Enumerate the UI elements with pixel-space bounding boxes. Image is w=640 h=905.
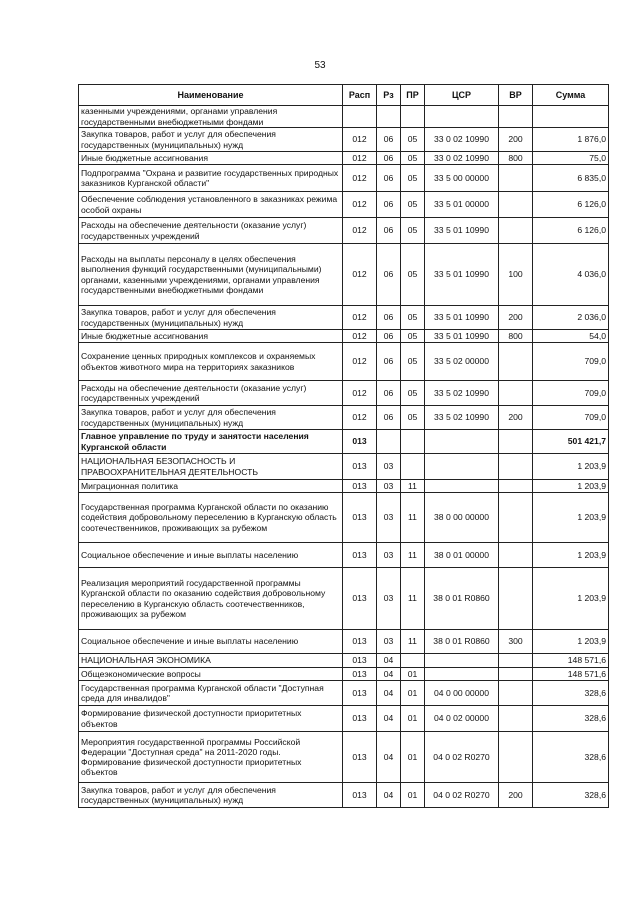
cell-rz: 03 xyxy=(377,543,401,568)
cell-vr xyxy=(499,192,533,218)
cell-rasp xyxy=(343,106,377,128)
cell-rz: 03 xyxy=(377,480,401,493)
cell-rz: 04 xyxy=(377,732,401,783)
cell-csr: 38 0 01 R0860 xyxy=(425,630,499,654)
budget-table xyxy=(78,84,609,808)
table-row xyxy=(79,218,609,244)
cell-csr: 04 0 02 00000 xyxy=(425,706,499,732)
cell-vr: 800 xyxy=(499,152,533,165)
cell-csr: 33 0 02 10990 xyxy=(425,128,499,152)
cell-vr xyxy=(499,218,533,244)
header-rasp: Расп xyxy=(343,85,377,106)
cell-pr xyxy=(401,430,425,454)
header-rz: Рз xyxy=(377,85,401,106)
cell-sum: 328,6 xyxy=(533,681,609,706)
cell-name: Расходы на обеспечение деятельности (оказание услуг) государственных учреждений xyxy=(79,218,343,244)
table-row xyxy=(79,732,609,783)
cell-rasp: 013 xyxy=(343,568,377,630)
table-row xyxy=(79,152,609,165)
cell-rasp: 013 xyxy=(343,454,377,480)
cell-rz: 06 xyxy=(377,406,401,430)
table-row xyxy=(79,306,609,330)
cell-name: Закупка товаров, работ и услуг для обеспечения государственных (муниципальных) нужд xyxy=(79,406,343,430)
cell-rz: 04 xyxy=(377,783,401,808)
cell-rasp: 012 xyxy=(343,306,377,330)
cell-name: Реализация мероприятий государственной программы Курганской области по оказанию содействия добровольному переселению в Курганскую область соотечественников, проживающих за рубежом xyxy=(79,568,343,630)
cell-pr: 05 xyxy=(401,218,425,244)
table-row xyxy=(79,192,609,218)
cell-sum: 148 571,6 xyxy=(533,654,609,668)
cell-csr xyxy=(425,430,499,454)
cell-rz: 06 xyxy=(377,381,401,406)
cell-vr xyxy=(499,430,533,454)
cell-vr: 200 xyxy=(499,783,533,808)
cell-pr: 11 xyxy=(401,480,425,493)
cell-rasp: 012 xyxy=(343,165,377,192)
cell-csr xyxy=(425,668,499,681)
table-row xyxy=(79,668,609,681)
cell-rz: 06 xyxy=(377,306,401,330)
table-row xyxy=(79,406,609,430)
cell-vr xyxy=(499,381,533,406)
table-row xyxy=(79,630,609,654)
cell-vr xyxy=(499,568,533,630)
cell-vr xyxy=(499,165,533,192)
cell-rasp: 012 xyxy=(343,192,377,218)
cell-pr: 05 xyxy=(401,381,425,406)
cell-rasp: 012 xyxy=(343,381,377,406)
cell-pr: 05 xyxy=(401,306,425,330)
cell-rz xyxy=(377,106,401,128)
cell-csr: 38 0 01 R0860 xyxy=(425,568,499,630)
cell-vr: 200 xyxy=(499,406,533,430)
cell-name: Закупка товаров, работ и услуг для обеспечения государственных (муниципальных) нужд xyxy=(79,783,343,808)
cell-csr: 38 0 01 00000 xyxy=(425,543,499,568)
cell-vr: 200 xyxy=(499,128,533,152)
cell-csr: 04 0 00 00000 xyxy=(425,681,499,706)
cell-pr: 05 xyxy=(401,330,425,343)
cell-rz: 04 xyxy=(377,668,401,681)
cell-sum: 6 126,0 xyxy=(533,218,609,244)
cell-csr: 33 5 02 10990 xyxy=(425,406,499,430)
cell-vr: 100 xyxy=(499,244,533,306)
cell-rz: 06 xyxy=(377,343,401,381)
cell-csr: 33 5 01 10990 xyxy=(425,330,499,343)
cell-name: Государственная программа Курганской области "Доступная среда для инвалидов" xyxy=(79,681,343,706)
cell-sum: 6 835,0 xyxy=(533,165,609,192)
cell-name: Государственная программа Курганской области по оказанию содействия добровольному переселению в Курганскую область соотечественников, проживающих за рубежом xyxy=(79,493,343,543)
table-row xyxy=(79,330,609,343)
cell-vr xyxy=(499,493,533,543)
cell-csr xyxy=(425,480,499,493)
cell-pr xyxy=(401,654,425,668)
cell-rz: 06 xyxy=(377,192,401,218)
cell-name: Расходы на обеспечение деятельности (оказание услуг) государственных учреждений xyxy=(79,381,343,406)
header-csr: ЦСР xyxy=(425,85,499,106)
table-row xyxy=(79,430,609,454)
cell-pr xyxy=(401,106,425,128)
cell-csr: 04 0 02 R0270 xyxy=(425,732,499,783)
cell-name: Закупка товаров, работ и услуг для обеспечения государственных (муниципальных) нужд xyxy=(79,306,343,330)
cell-vr xyxy=(499,706,533,732)
cell-pr: 11 xyxy=(401,568,425,630)
cell-csr: 38 0 00 00000 xyxy=(425,493,499,543)
cell-vr xyxy=(499,343,533,381)
cell-sum: 501 421,7 xyxy=(533,430,609,454)
cell-sum: 1 876,0 xyxy=(533,128,609,152)
cell-name: казенными учреждениями, органами управления государственными внебюджетными фондами xyxy=(79,106,343,128)
cell-rz: 06 xyxy=(377,330,401,343)
cell-sum: 1 203,9 xyxy=(533,543,609,568)
table-row xyxy=(79,654,609,668)
cell-sum xyxy=(533,106,609,128)
cell-rz: 06 xyxy=(377,152,401,165)
cell-rasp: 012 xyxy=(343,343,377,381)
cell-csr: 33 0 02 10990 xyxy=(425,152,499,165)
cell-csr: 33 5 01 10990 xyxy=(425,218,499,244)
cell-sum: 1 203,9 xyxy=(533,568,609,630)
table-header-row xyxy=(79,85,609,106)
cell-pr: 05 xyxy=(401,128,425,152)
cell-rasp: 013 xyxy=(343,668,377,681)
cell-csr: 33 5 01 00000 xyxy=(425,192,499,218)
table-row xyxy=(79,244,609,306)
cell-rz: 06 xyxy=(377,165,401,192)
cell-vr xyxy=(499,480,533,493)
cell-name: Сохранение ценных природных комплексов и охраняемых объектов животного мира на территориях заказников xyxy=(79,343,343,381)
cell-name: Расходы на выплаты персоналу в целях обеспечения выполнения функций государственными (муниципальными) органами, казенными учреждениями, органами управления государственными внебюджетными фондами xyxy=(79,244,343,306)
cell-pr: 05 xyxy=(401,152,425,165)
cell-rasp: 013 xyxy=(343,783,377,808)
cell-sum: 2 036,0 xyxy=(533,306,609,330)
cell-vr xyxy=(499,543,533,568)
cell-rz: 03 xyxy=(377,630,401,654)
cell-sum: 1 203,9 xyxy=(533,454,609,480)
cell-vr xyxy=(499,106,533,128)
table-row xyxy=(79,681,609,706)
cell-rz: 03 xyxy=(377,493,401,543)
cell-pr: 01 xyxy=(401,706,425,732)
cell-rasp: 013 xyxy=(343,480,377,493)
cell-sum: 1 203,9 xyxy=(533,630,609,654)
cell-pr: 05 xyxy=(401,192,425,218)
cell-rasp: 013 xyxy=(343,706,377,732)
cell-name: НАЦИОНАЛЬНАЯ ЭКОНОМИКА xyxy=(79,654,343,668)
cell-vr xyxy=(499,668,533,681)
cell-name: Социальное обеспечение и иные выплаты населению xyxy=(79,543,343,568)
cell-pr: 11 xyxy=(401,543,425,568)
cell-pr: 05 xyxy=(401,406,425,430)
cell-csr: 33 5 01 10990 xyxy=(425,244,499,306)
header-pr: ПР xyxy=(401,85,425,106)
table-row xyxy=(79,128,609,152)
cell-vr xyxy=(499,732,533,783)
table-row xyxy=(79,106,609,128)
cell-rasp: 012 xyxy=(343,330,377,343)
cell-rz xyxy=(377,430,401,454)
cell-rasp: 012 xyxy=(343,244,377,306)
cell-sum: 328,6 xyxy=(533,732,609,783)
cell-name: Мероприятия государственной программы Российской Федерации "Доступная среда" на 2011-2020 годы. Формирование физической доступности приоритетных объектов xyxy=(79,732,343,783)
cell-csr xyxy=(425,454,499,480)
cell-pr: 11 xyxy=(401,630,425,654)
table-row xyxy=(79,568,609,630)
cell-rasp: 012 xyxy=(343,218,377,244)
cell-name: Обеспечение соблюдения установленного в заказниках режима особой охраны xyxy=(79,192,343,218)
header-vr: ВР xyxy=(499,85,533,106)
cell-name: Социальное обеспечение и иные выплаты населению xyxy=(79,630,343,654)
cell-rasp: 013 xyxy=(343,493,377,543)
cell-rz: 03 xyxy=(377,568,401,630)
cell-csr xyxy=(425,654,499,668)
table-row xyxy=(79,480,609,493)
cell-sum: 328,6 xyxy=(533,783,609,808)
cell-rz: 03 xyxy=(377,454,401,480)
table-row xyxy=(79,343,609,381)
cell-sum: 148 571,6 xyxy=(533,668,609,681)
cell-vr: 800 xyxy=(499,330,533,343)
cell-pr: 05 xyxy=(401,343,425,381)
table-row xyxy=(79,493,609,543)
cell-rasp: 012 xyxy=(343,406,377,430)
cell-rz: 06 xyxy=(377,218,401,244)
cell-rz: 04 xyxy=(377,706,401,732)
cell-vr: 300 xyxy=(499,630,533,654)
cell-csr: 33 5 00 00000 xyxy=(425,165,499,192)
header-name: Наименование xyxy=(79,85,343,106)
cell-sum: 6 126,0 xyxy=(533,192,609,218)
cell-name: Миграционная политика xyxy=(79,480,343,493)
cell-pr: 05 xyxy=(401,165,425,192)
cell-name: Главное управление по труду и занятости населения Курганской области xyxy=(79,430,343,454)
table-row xyxy=(79,381,609,406)
cell-sum: 709,0 xyxy=(533,406,609,430)
table-body xyxy=(79,106,609,808)
cell-vr: 200 xyxy=(499,306,533,330)
cell-csr: 04 0 02 R0270 xyxy=(425,783,499,808)
cell-csr: 33 5 02 00000 xyxy=(425,343,499,381)
table-row xyxy=(79,543,609,568)
cell-sum: 709,0 xyxy=(533,381,609,406)
cell-rasp: 013 xyxy=(343,732,377,783)
cell-sum: 1 203,9 xyxy=(533,480,609,493)
cell-rasp: 013 xyxy=(343,630,377,654)
cell-rz: 06 xyxy=(377,244,401,306)
cell-name: Иные бюджетные ассигнования xyxy=(79,152,343,165)
cell-name: Общеэкономические вопросы xyxy=(79,668,343,681)
table-row xyxy=(79,454,609,480)
cell-sum: 709,0 xyxy=(533,343,609,381)
cell-pr: 05 xyxy=(401,244,425,306)
cell-rasp: 012 xyxy=(343,152,377,165)
cell-sum: 75,0 xyxy=(533,152,609,165)
cell-name: Иные бюджетные ассигнования xyxy=(79,330,343,343)
table-row xyxy=(79,706,609,732)
cell-csr: 33 5 02 10990 xyxy=(425,381,499,406)
table-row xyxy=(79,783,609,808)
cell-name: Закупка товаров, работ и услуг для обеспечения государственных (муниципальных) нужд xyxy=(79,128,343,152)
cell-pr: 01 xyxy=(401,732,425,783)
cell-rz: 06 xyxy=(377,128,401,152)
cell-name: Формирование физической доступности приоритетных объектов xyxy=(79,706,343,732)
cell-pr: 01 xyxy=(401,668,425,681)
table-row xyxy=(79,165,609,192)
cell-pr: 01 xyxy=(401,681,425,706)
cell-pr: 11 xyxy=(401,493,425,543)
cell-pr: 01 xyxy=(401,783,425,808)
page-number: 53 xyxy=(314,60,326,71)
cell-vr xyxy=(499,681,533,706)
cell-rz: 04 xyxy=(377,654,401,668)
cell-vr xyxy=(499,654,533,668)
cell-rasp: 013 xyxy=(343,543,377,568)
cell-csr: 33 5 01 10990 xyxy=(425,306,499,330)
cell-pr xyxy=(401,454,425,480)
cell-csr xyxy=(425,106,499,128)
cell-name: Подпрограмма "Охрана и развитие государственных природных заказников Курганской области" xyxy=(79,165,343,192)
cell-sum: 4 036,0 xyxy=(533,244,609,306)
cell-vr xyxy=(499,454,533,480)
cell-name: НАЦИОНАЛЬНАЯ БЕЗОПАСНОСТЬ И ПРАВООХРАНИТЕЛЬНАЯ ДЕЯТЕЛЬНОСТЬ xyxy=(79,454,343,480)
cell-rz: 04 xyxy=(377,681,401,706)
cell-rasp: 012 xyxy=(343,128,377,152)
cell-rasp: 013 xyxy=(343,681,377,706)
cell-sum: 328,6 xyxy=(533,706,609,732)
cell-sum: 1 203,9 xyxy=(533,493,609,543)
cell-rasp: 013 xyxy=(343,430,377,454)
header-sum: Сумма xyxy=(533,85,609,106)
cell-rasp: 013 xyxy=(343,654,377,668)
cell-sum: 54,0 xyxy=(533,330,609,343)
